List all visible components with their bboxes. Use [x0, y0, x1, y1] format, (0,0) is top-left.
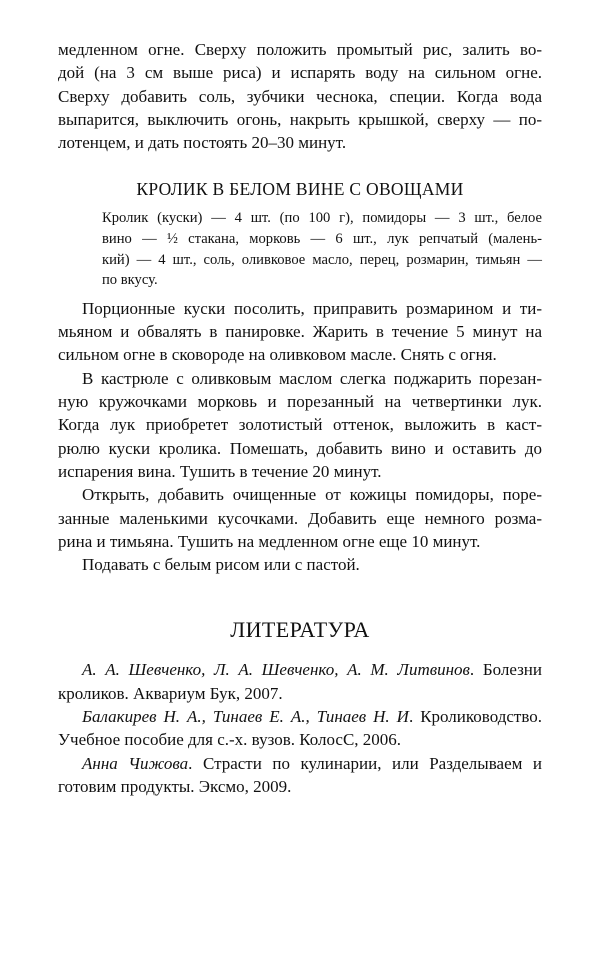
text-line — [58, 705, 542, 728]
text-line: рина и тимьяна. Тушить на медленном огне еще 10 минут. — [58, 531, 481, 551]
instruction-paragraph — [58, 553, 542, 576]
text-line: Сверху добавить соль, зубчики чеснока, специи. Когда вода — [58, 86, 542, 106]
text-line: рюлю куски кролика. Помешать, добавить вино и оставить до — [58, 438, 542, 458]
text-line: дой (на 3 см выше риса) и испарять воду на сильном огне. — [58, 63, 542, 83]
text-line: кроликов. Аквариум Бук, 2007. — [58, 683, 283, 703]
literature-title: ЛИТЕРАТУРА — [230, 617, 370, 643]
text-line: мьяном и обвалять в панировке. Жарить в течение 5 минут на — [58, 322, 542, 342]
ingredients-list — [58, 208, 542, 290]
continuation-paragraph — [58, 38, 542, 154]
text-line: ную кружочками морковь и порезанный на четвертинки лук. — [58, 392, 542, 412]
text-line: Когда лук приобретет золотистый оттенок, выложить в каст- — [58, 415, 542, 435]
text-line: занные маленькими кусочками. Добавить еще немного розма- — [58, 508, 542, 528]
text-line: выпарится, выключить огонь, накрыть крышкой, сверху — по- — [58, 109, 542, 129]
text-line: лотенцем, и дать постоять 20–30 минут. — [58, 133, 347, 153]
text-line: испарения вина. Тушить в течение 20 минут. — [58, 461, 382, 481]
text-line: сильном огне в сковороде на оливковом масле. Снять с огня. — [58, 345, 497, 365]
instruction-paragraph — [58, 483, 542, 553]
text-line: Учебное пособие для с.-х. вузов. КолосС, 2006. — [58, 730, 402, 750]
ingredients-line: по вкусу. — [102, 272, 158, 289]
instruction-paragraph — [58, 297, 542, 367]
bibliography-entry — [58, 752, 542, 799]
entry-authors: Анна Чижова — [82, 753, 189, 773]
text-line: Подавать с белым рисом или с пастой. — [82, 555, 360, 575]
ingredients-line: Кролик (куски) — 4 шт. (по 100 г), помидоры — 3 шт., белое — [102, 210, 542, 227]
entry-title: . Кролиководство. — [408, 707, 542, 727]
text-line: В кастрюле с оливковым маслом слегка поджарить порезан- — [82, 368, 542, 388]
ingredients-line: кий) — 4 шт., соль, оливковое масло, перец, розмарин, тимьян — — [102, 251, 542, 268]
entry-title: . Страсти по кулинарии, или Разделываем и — [188, 753, 543, 773]
text-line: Порционные куски посолить, приправить розмарином и ти- — [82, 298, 542, 318]
text-line: медленном огне. Сверху положить промытый рис, залить во- — [58, 40, 542, 59]
bibliography-entry — [58, 705, 542, 752]
entry-authors: Балакирев Н. А., Тинаев Е. А., Тинаев Н. И — [82, 707, 409, 727]
entry-title: . Болезни — [469, 660, 542, 680]
bibliography-entry — [58, 658, 542, 705]
text-line — [58, 752, 542, 775]
recipe-title: КРОЛИК В БЕЛОМ ВИНЕ С ОВОЩАМИ — [136, 179, 464, 200]
text-line: Открыть, добавить очищенные от кожицы помидоры, поре- — [82, 485, 542, 505]
book-page — [58, 38, 542, 798]
instruction-paragraph — [58, 367, 542, 483]
entry-authors: А. А. Шевченко, Л. А. Шевченко, А. М. Литвинов — [82, 660, 470, 680]
text-line — [58, 658, 542, 681]
ingredients-line: вино — ½ стакана, морковь — 6 шт., лук репчатый (малень- — [102, 231, 542, 248]
text-line: готовим продукты. Эксмо, 2009. — [58, 776, 292, 796]
bibliography-list — [58, 658, 542, 798]
